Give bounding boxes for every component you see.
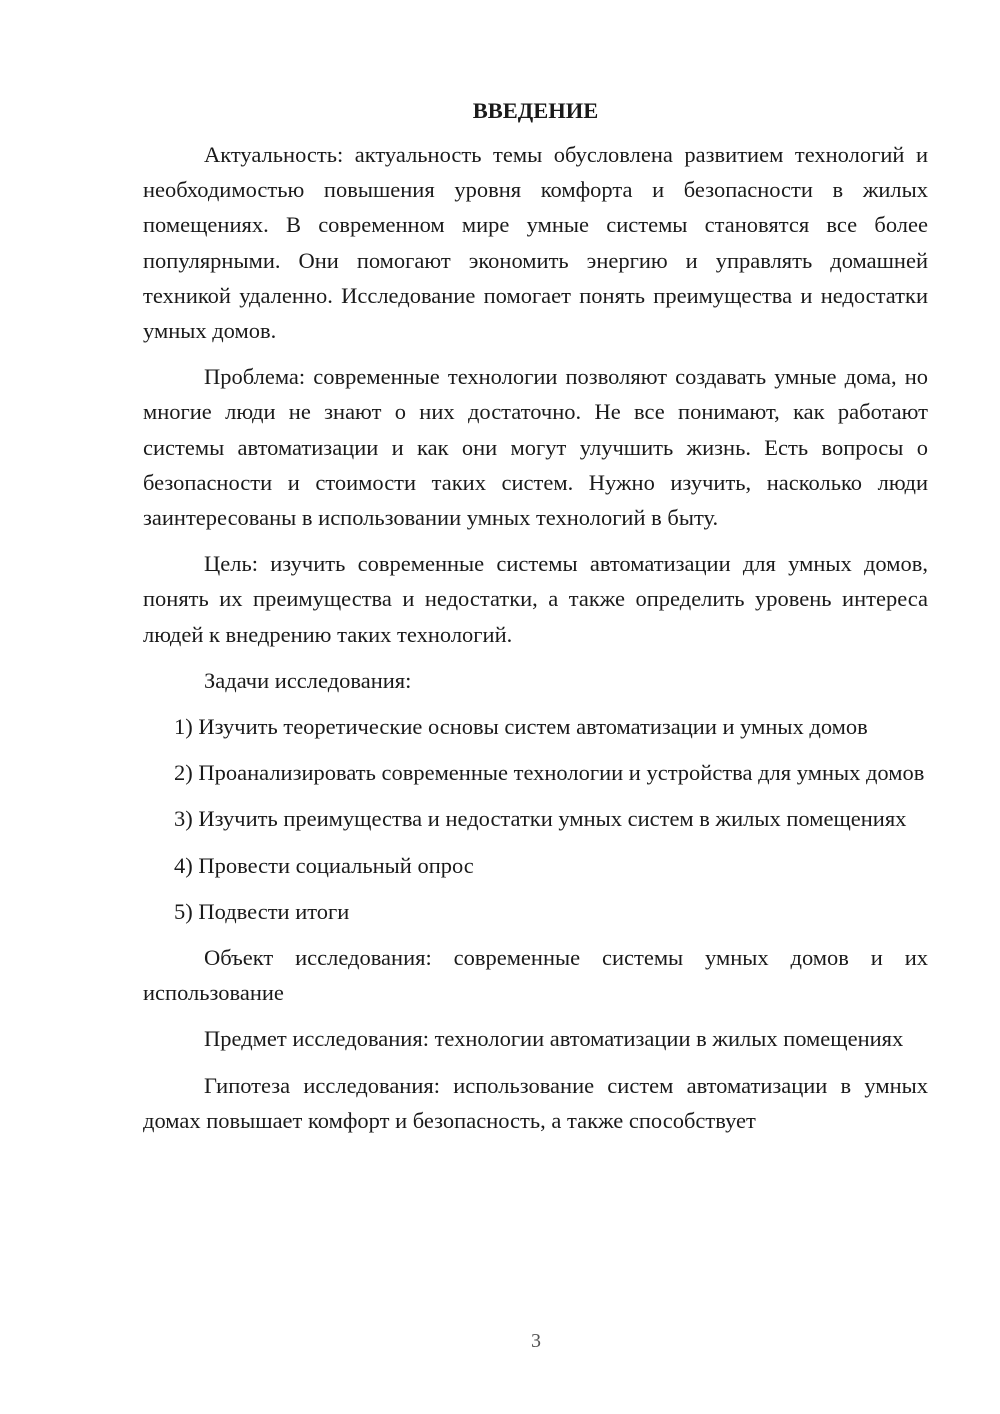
paragraph-object: Объект исследования: современные системы умных домов и их использование xyxy=(143,945,928,1006)
paragraph-problem: Проблема: современные технологии позволяют создавать умные дома, но многие люди не знают о них достаточно. Не все понимают, как работают системы автоматизации и как они могут улучшить жизнь. Есть вопросы о безопасности и стоимости таких систем. Нужно изучить, насколько люди заинтересованы в использовании умных технологий в быту. xyxy=(143,364,928,531)
task-item-5: 5) Подвести итоги xyxy=(174,898,350,924)
paragraph-goal: Цель: изучить современные системы автоматизации для умных домов, понять их преимущества и недостатки, а также определить уровень интереса людей к внедрению таких технологий. xyxy=(143,551,928,647)
page-number: 3 xyxy=(531,1330,541,1352)
paragraph-relevance: Актуальность: актуальность темы обусловлена развитием технологий и необходимостью повышения уровня комфорта и безопасности в жилых помещениях. В современном мире умные системы становятся все более популярными. Они помогают экономить энергию и управлять домашней техникой удаленно. Исследование помогает понять преимущества и недостатки умных домов. xyxy=(143,142,928,344)
task-item-2: 2) Проанализировать современные технологии и устройства для умных домов xyxy=(174,760,925,786)
paragraph-subject: Предмет исследования: технологии автоматизации в жилых помещениях xyxy=(204,1026,904,1052)
section-title: ВВЕДЕНИЕ xyxy=(472,98,599,123)
page-content xyxy=(143,96,928,1149)
paragraph-hypothesis: Гипотеза исследования: использование систем автоматизации в умных домах повышает комфорт и безопасность, а также способствует xyxy=(143,1072,928,1133)
task-item-3: 3) Изучить преимущества и недостатки умных систем в жилых помещениях xyxy=(174,806,907,832)
tasks-heading: Задачи исследования: xyxy=(204,667,412,693)
task-item-1: 1) Изучить теоретические основы систем автоматизации и умных домов xyxy=(174,714,868,740)
task-item-4: 4) Провести социальный опрос xyxy=(174,852,474,878)
